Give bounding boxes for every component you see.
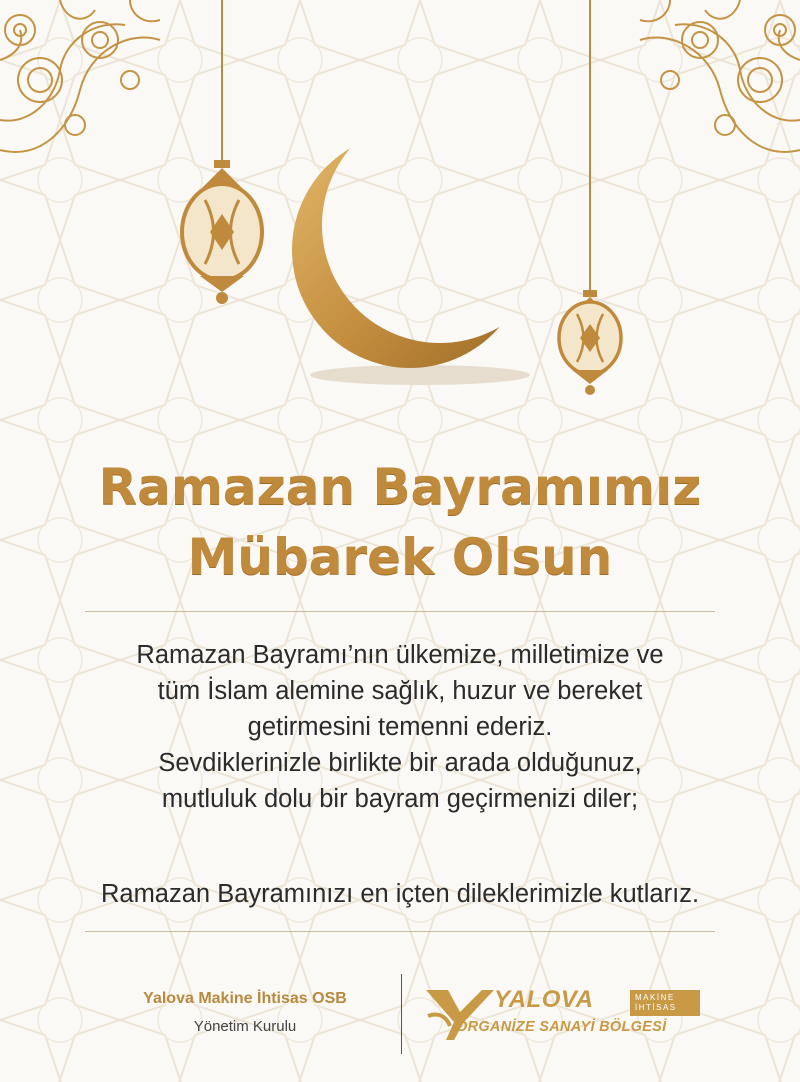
logo-badge xyxy=(630,990,700,1016)
message-line: Ramazan Bayramı’nın ülkemize, milletimize ve xyxy=(136,641,664,669)
organization-name: Yalova Makine İhtisas OSB xyxy=(143,990,347,1007)
message-line: getirmesini temenni ederiz. xyxy=(247,713,553,741)
footer-divider xyxy=(401,974,402,1054)
logo-badge-line1: MAKİNE xyxy=(635,993,675,1002)
greeting-title-line1: Ramazan Bayramımız xyxy=(98,458,702,516)
board-name: Yönetim Kurulu xyxy=(193,1018,297,1035)
signature-block xyxy=(110,990,380,1035)
message-line: Sevdiklerinizle birlikte bir arada olduğunuz, xyxy=(158,749,642,777)
message-line: tüm İslam alemine sağlık, huzur ve bereket xyxy=(157,677,643,705)
osb-logo xyxy=(424,986,704,1046)
crescent-lantern-scene xyxy=(0,0,800,420)
logo-name: YALOVA xyxy=(494,986,594,1013)
divider-line xyxy=(85,611,715,612)
crescent-moon-icon xyxy=(292,132,530,385)
greeting-message xyxy=(0,637,800,817)
divider-line xyxy=(85,931,715,932)
logo-tagline: ORGANİZE SANAYİ BÖLGESİ xyxy=(456,1019,667,1035)
logo-badge-line2: İHTİSAS xyxy=(635,1003,677,1012)
greeting-title-line2: Mübarek Olsun xyxy=(187,528,613,586)
lantern-icon xyxy=(559,0,621,395)
message-line: mutluluk dolu bir bayram geçirmenizi diler; xyxy=(161,785,639,813)
closing-line: Ramazan Bayramınızı en içten dileklerimizle kutlarız. xyxy=(100,880,700,908)
lantern-icon xyxy=(182,0,262,304)
